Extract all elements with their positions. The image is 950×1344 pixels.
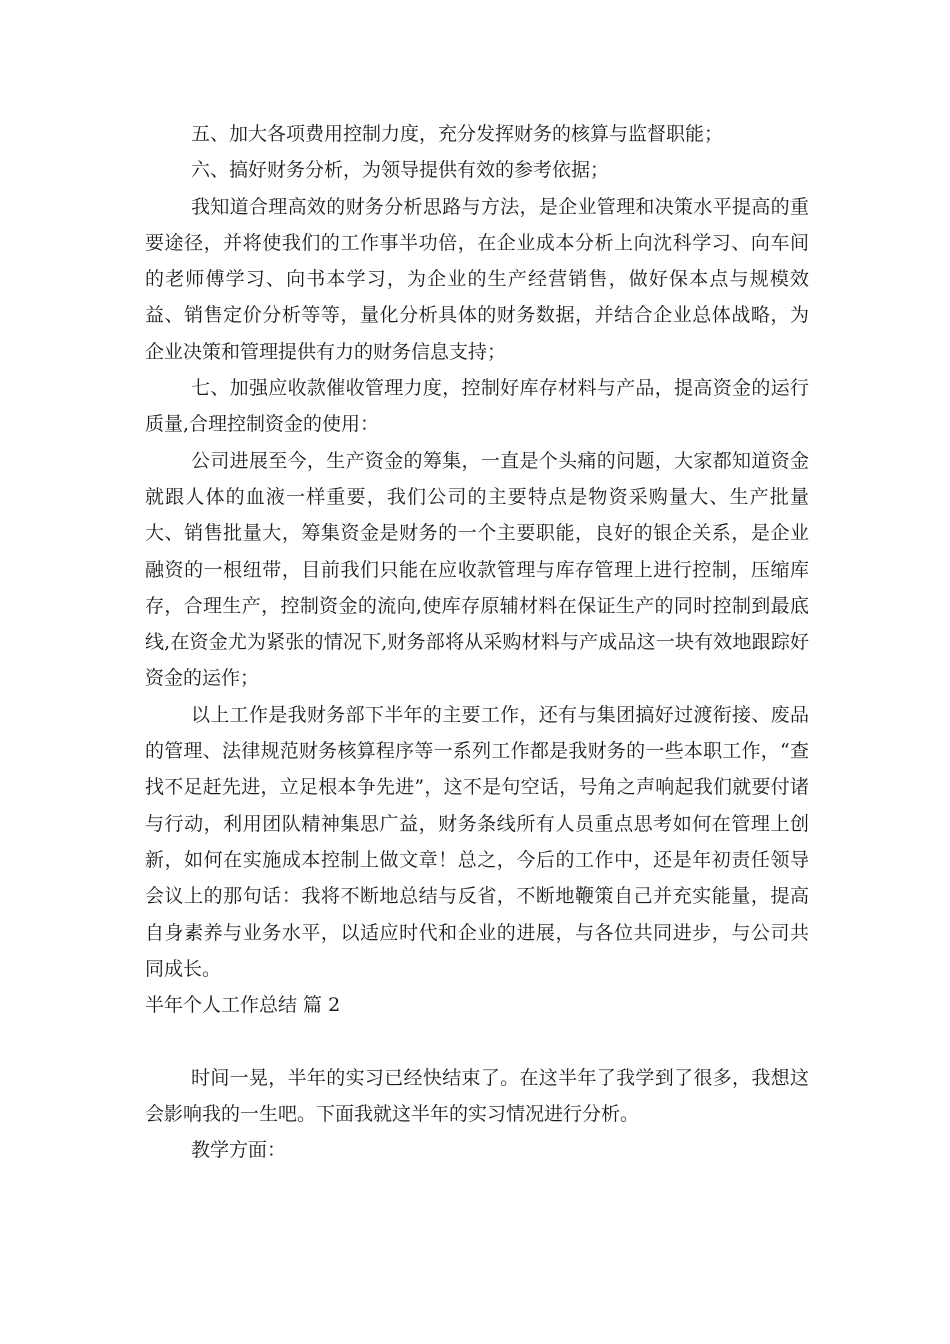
section-heading: 半年个人工作总结 篇 2	[145, 994, 341, 1017]
blank-line	[145, 1023, 809, 1059]
paragraph-item-seven: 七、加强应收款催收管理力度，控制好库存材料与产品，提高资金的运行质量,合理控制资金的使用：	[145, 377, 809, 436]
paragraph-item-five: 五、加大各项费用控制力度，充分发挥财务的核算与监督职能；	[191, 123, 724, 145]
paragraph-financial-analysis: 我知道合理高效的财务分析思路与方法，是企业管理和决策水平提高的重要途径，并将使我们的工作事半功倍，在企业成本分析上向沈科学习、向车间的老师傅学习、向书本学习，为企业的生产经营销售，做好保本点与规模效益、销售定价分析等等，量化分析具体的财务数据，并结合企业总体战略，为企业决策和管理提供有力的财务信息支持；	[145, 195, 809, 363]
paragraph-internship-intro: 时间一晃，半年的实习已经快结束了。在这半年了我学到了很多，我想这会影响我的一生吧。下面我就这半年的实习情况进行分析。	[145, 1066, 809, 1126]
paragraph-capital-raising: 公司进展至今，生产资金的筹集，一直是个头痛的问题，大家都知道资金就跟人体的血液一样重要，我们公司的主要特点是物资采购量大、生产批量大、销售批量大，筹集资金是财务的一个主要职能，良好的银企关系，是企业融资的一根纽带，目前我们只能在应收款管理与库存管理上进行控制，压缩库存，合理生产，控制资金的流向,使库存原辅材料在保证生产的同时控制到最底线,在资金尤为紧张的情况下,财务部将从采购材料与产成品这一块有效地跟踪好资金的运作；	[145, 449, 809, 690]
paragraph-item-six: 六、搞好财务分析，为领导提供有效的参考依据；	[191, 159, 610, 182]
paragraph-teaching-label: 教学方面：	[191, 1139, 287, 1162]
document-body	[145, 116, 809, 1169]
paragraph-summary: 以上工作是我财务部下半年的主要工作，还有与集团搞好过渡衔接、废品的管理、法律规范财务核算程序等一系列工作都是我财务的一些本职工作，“查找不足赶先进，立足根本争先进”，这不是句空话，号角之声响起我们就要付诸与行动，利用团队精神集思广益，财务条线所有人员重点思考如何在管理上创新，如何在实施成本控制上做文章！总之，今后的工作中，还是年初责任领导会议上的那句话：我将不断地总结与反省，不断地鞭策自己并充实能量，提高自身素养与业务水平，以适应时代和企业的进展，与各位共同进步，与公司共同成长。	[145, 703, 809, 980]
